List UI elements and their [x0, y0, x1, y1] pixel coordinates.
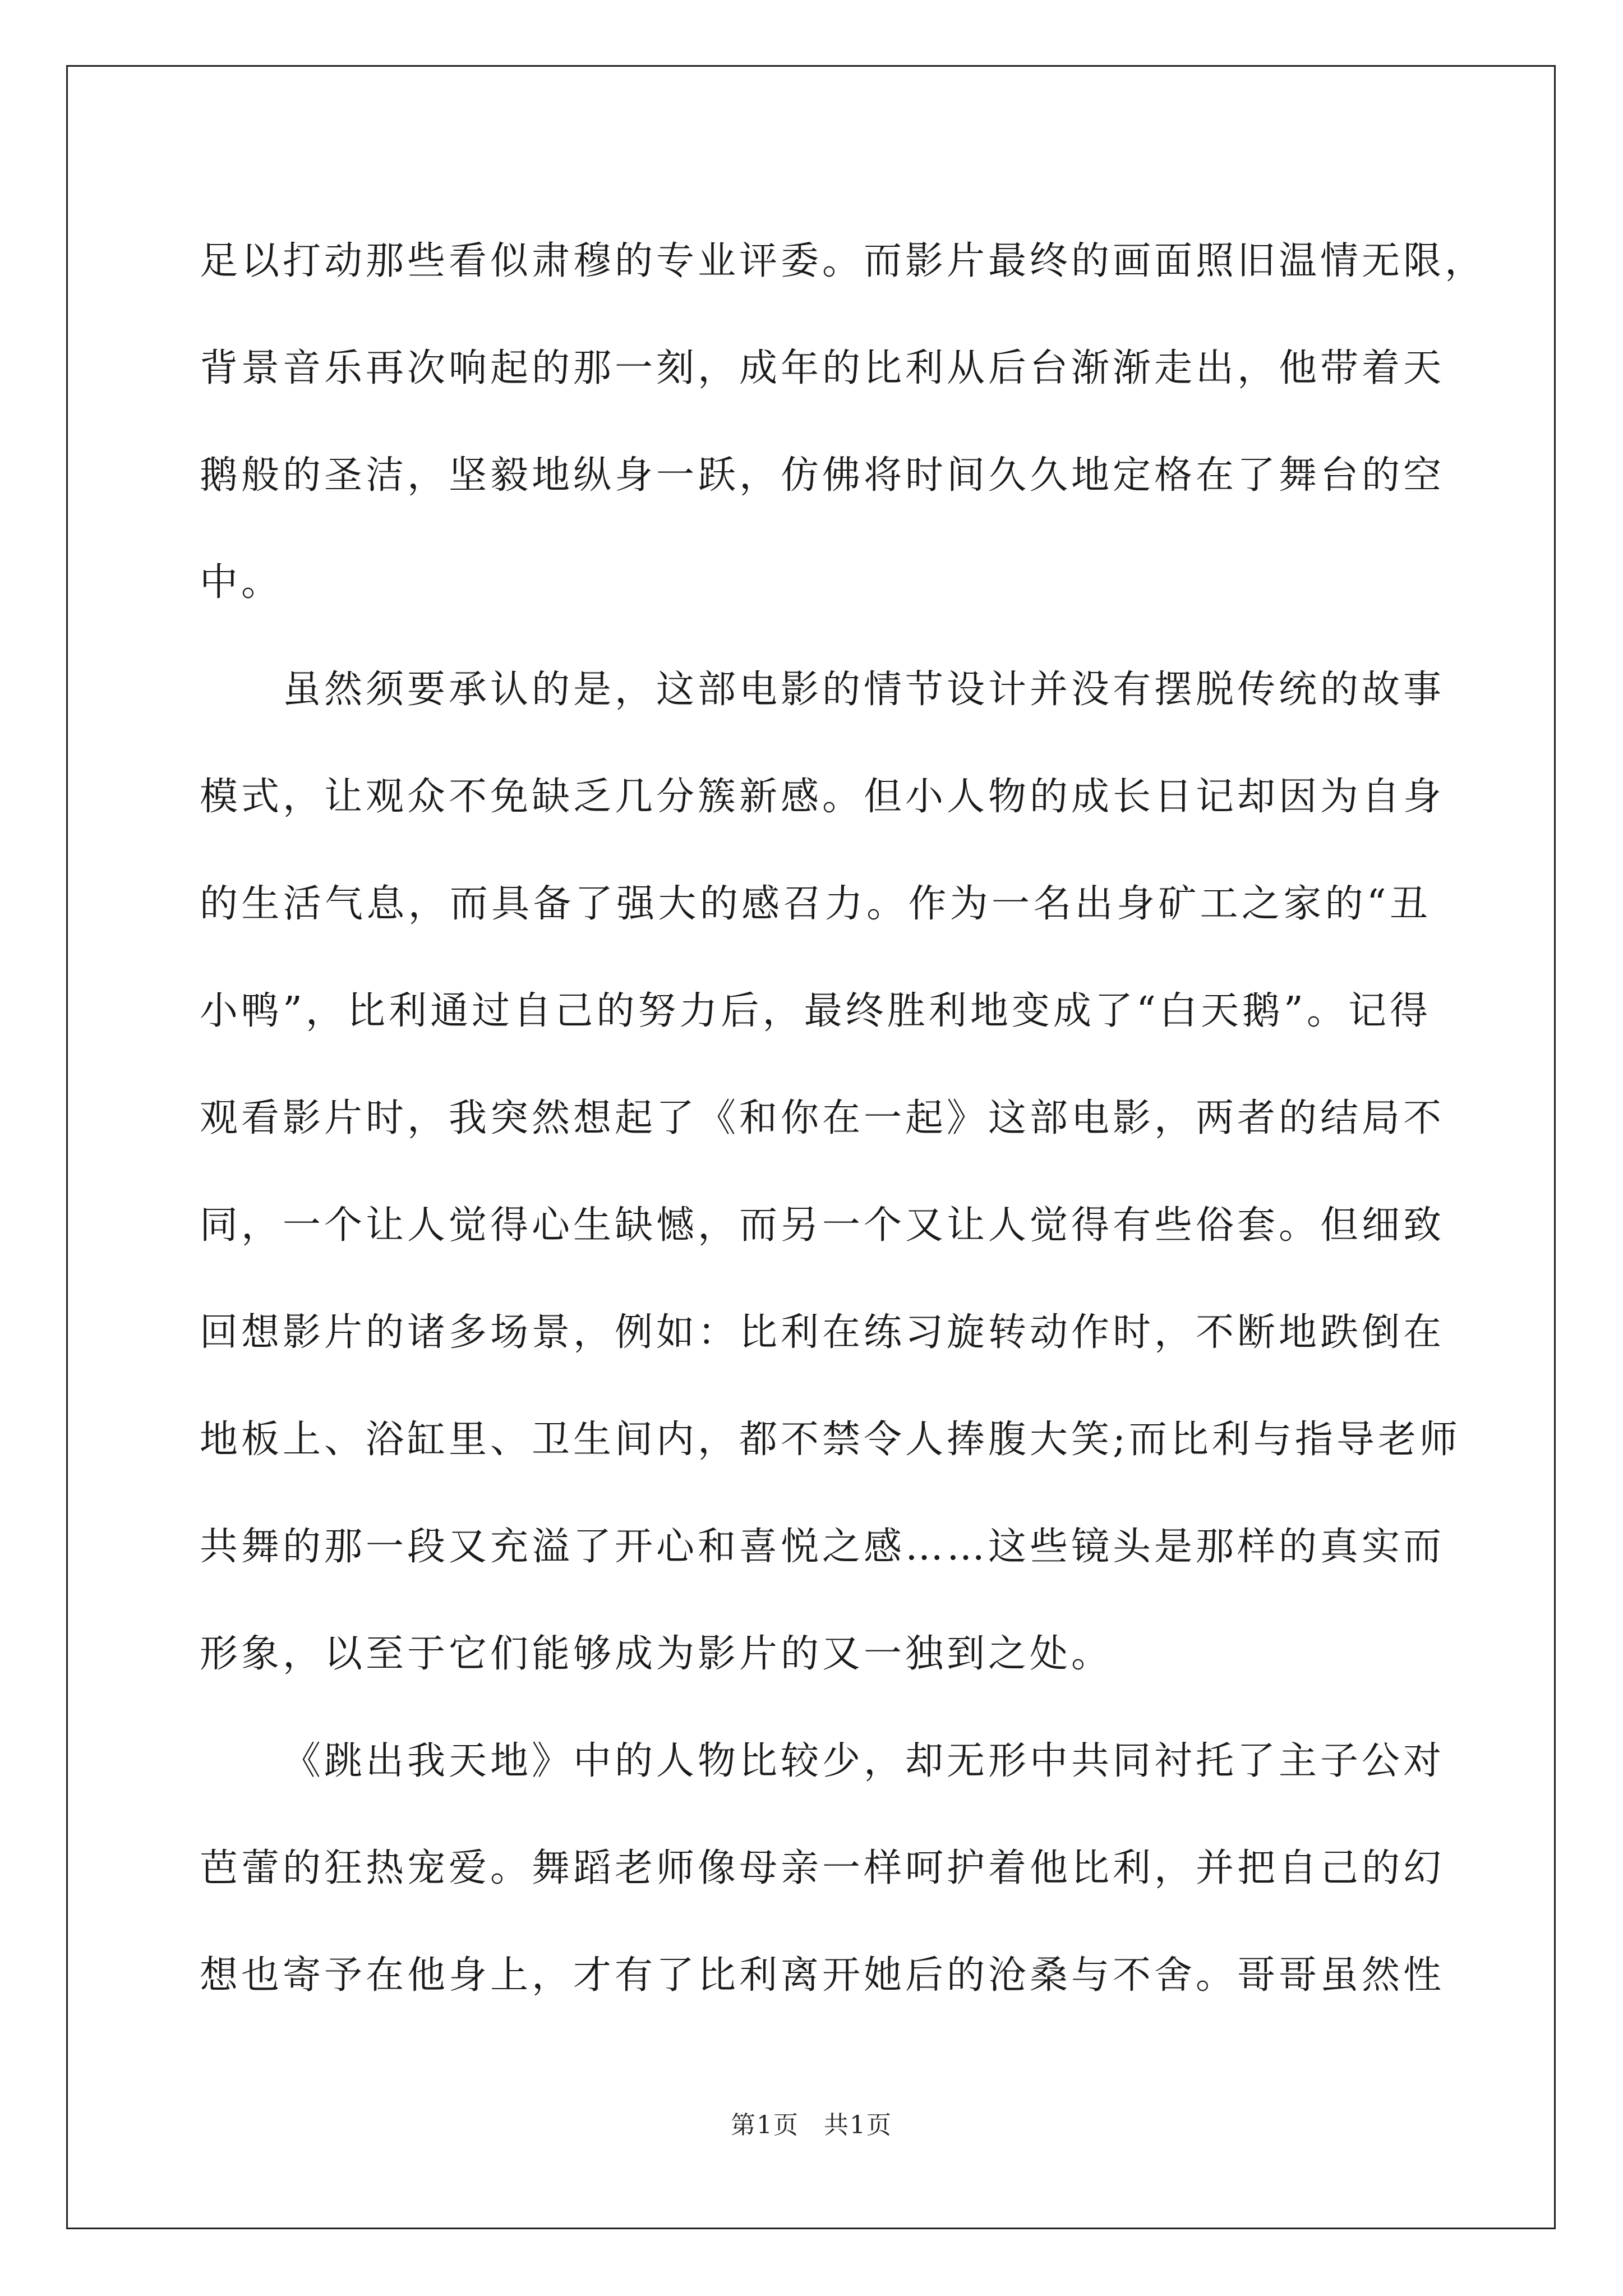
text-line: 形象，以至于它们能够成为影片的又一独到之处。: [200, 1632, 1113, 1676]
text-line: 足以打动那些看似肃穆的专业评委。而影片最终的画面照旧温情无限，: [200, 239, 1487, 283]
text-line: 想也寄予在他身上，才有了比利离开她后的沧桑与不舍。哥哥虽然性: [200, 1953, 1445, 1998]
text-line: 背景音乐再次响起的那一刻，成年的比利从后台渐渐走出，他带着天: [200, 346, 1445, 390]
text-line: 的生活气息，而具备了强大的感召力。作为一名出身矿工之家的“丑: [200, 882, 1431, 926]
text-line: 芭蕾的狂热宠爱。舞蹈老师像母亲一样呵护着他比利，并把自己的幻: [200, 1846, 1445, 1890]
page-footer: [0, 2105, 1623, 2141]
page-number-total: 共1页: [824, 2111, 892, 2139]
text-line: 共舞的那一段又充溢了开心和喜悦之感……这些镜头是那样的真实而: [200, 1525, 1445, 1569]
paragraph-3: [200, 1708, 1445, 2029]
text-line: 虽然须要承认的是，这部电影的情节设计并没有摆脱传统的故事: [283, 668, 1445, 712]
page-number-current: 第1页: [731, 2111, 799, 2139]
text-line: 《跳出我天地》中的人物比较少，却无形中共同衬托了主子公对: [283, 1739, 1445, 1783]
text-line: 观看影片时，我突然想起了《和你在一起》这部电影，两者的结局不: [200, 1096, 1445, 1140]
text-line: 模式，让观众不免缺乏几分簇新感。但小人物的成长日记却因为自身: [200, 775, 1445, 819]
paragraph-2: [200, 636, 1461, 1708]
text-line: 鹅般的圣洁，坚毅地纵身一跃，仿佛将时间久久地定格在了舞台的空: [200, 453, 1445, 498]
text-line: 同，一个让人觉得心生缺憾，而另一个又让人觉得有些俗套。但细致: [200, 1203, 1445, 1248]
text-line: 中。: [200, 560, 283, 605]
document-body: [200, 208, 1487, 2029]
paragraph-1: [200, 208, 1487, 636]
text-line: 地板上、浴缸里、卫生间内，都不禁令人捧腹大笑;而比利与指导老师: [200, 1418, 1461, 1462]
text-line: 回想影片的诸多场景，例如：比利在练习旋转动作时，不断地跌倒在: [200, 1310, 1445, 1355]
text-line: 小鸭”，比利通过自己的努力后，最终胜利地变成了“白天鹅”。记得: [200, 989, 1431, 1033]
